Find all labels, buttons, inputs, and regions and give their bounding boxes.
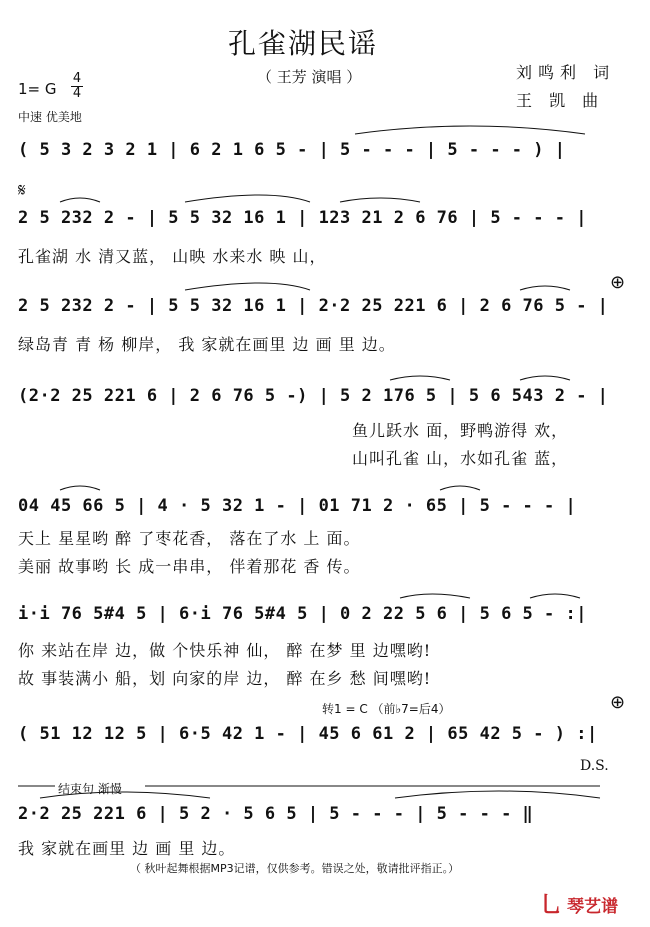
coda-icon-2: ⊕ [610,692,626,713]
lyrics-line-4-verse-1: 鱼儿跃水 面，野鸭游得 欢， [352,421,569,440]
logo-mark-icon: 乚 [540,893,563,918]
slur-arc-line-2c [340,198,420,202]
singer-credit: （ 王芳 演唱 ） [257,68,362,86]
slur-arc-line-2a [60,198,100,202]
slur-arc-line-2b [185,195,310,202]
tempo-marking: 中速 优美地 [18,110,82,124]
slur-arc-line-5b [440,486,480,490]
score-line-7: ( 51 12 12 5 | 6·5 42 1 - | 45 6 61 2 | 65 42 5 - ) :| [18,724,598,744]
slur-arc-line-4a [390,376,450,380]
time-signature-top: 4 [72,71,82,86]
modulation-marking: 转1 = C （前♭7=后4） [322,702,451,716]
lyrics-line-3: 绿岛青 青 杨 柳岸， 我 家就在画里 边 画 里 边。 [18,335,396,354]
slur-arc-line-6a [400,594,470,598]
dal-segno-marking: D.S. [580,758,609,774]
time-signature-bottom: 4 [72,86,82,101]
lyrics-line-5-verse-1: 天上 星星哟 醉 了枣花香， 落在了水 上 面。 [18,529,361,548]
site-logo[interactable] [540,888,618,919]
tie-arc-line-8b [395,791,600,798]
lyrics-line-8: 我 家就在画里 边 画 里 边。 [18,839,236,858]
score-line-3: 2 5 232 2 - | 5 5 32 16 1 | 2·2 25 221 6 | 2 6 76 5 - | [18,296,609,316]
tie-arc-line-1 [355,126,585,134]
score-line-8: 2·2 25 221 6 | 5 2 · 5 6 5 | 5 - - - | 5 - - - ‖ [18,804,534,824]
slur-arc-line-6b [530,594,580,598]
slur-arc-line-4b [520,376,570,380]
key-signature: 1= G [18,80,57,98]
song-title: 孔雀湖民谣 [228,27,379,60]
segno-icon: 𝄋 [18,180,26,201]
composer-credit: 王 凯 曲 [516,91,605,110]
slur-arc-line-3b [520,286,570,290]
logo-text: 琴艺谱 [567,897,619,917]
lyrics-line-2: 孔雀湖 水 清又蓝， 山映 水来水 映 山， [18,247,327,266]
score-line-6: i·i 76 5#4 5 | 6·i 76 5#4 5 | 0 2 22 5 6 | 5 6 5 - :| [18,604,587,624]
transcriber-note: （ 秋叶起舞根据MP3记谱，仅供参考。错误之处，敬请批评指正。） [130,862,460,875]
ending-label: 结束句 渐慢 [58,782,122,796]
lyrics-line-5-verse-2: 美丽 故事哟 长 成一串串， 伴着那花 香 传。 [18,557,361,576]
time-signature [70,72,84,101]
slur-arc-line-3a [185,283,310,290]
lyrics-line-6-verse-1: 你 来站在岸 边，做 个快乐神 仙， 醉 在梦 里 边嘿哟! [18,641,432,660]
score-line-1: ( 5 3 2 3 2 1 | 6 2 1 6 5 - | 5 - - - | 5 - - - ) | [18,140,566,160]
lyrics-line-4-verse-2: 山叫孔雀 山，水如孔雀 蓝， [352,449,569,468]
score-line-4: (2·2 25 221 6 | 2 6 76 5 -) | 5 2 176 5 | 5 6 543 2 - | [18,386,609,406]
slur-arc-line-5a [60,486,100,490]
lyrics-line-6-verse-2: 故 事装满小 船，划 向家的岸 边， 醉 在乡 愁 间嘿哟! [18,669,432,688]
coda-icon: ⊕ [610,272,626,293]
lyricist-credit: 刘鸣利 词 [516,63,616,82]
score-line-5: 04 45 66 5 | 4 · 5 32 1 - | 01 71 2 · 65 | 5 - - - | [18,496,577,516]
score-line-2: 2 5 232 2 - | 5 5 32 16 1 | 123 21 2 6 76 | 5 - - - | [18,208,587,228]
